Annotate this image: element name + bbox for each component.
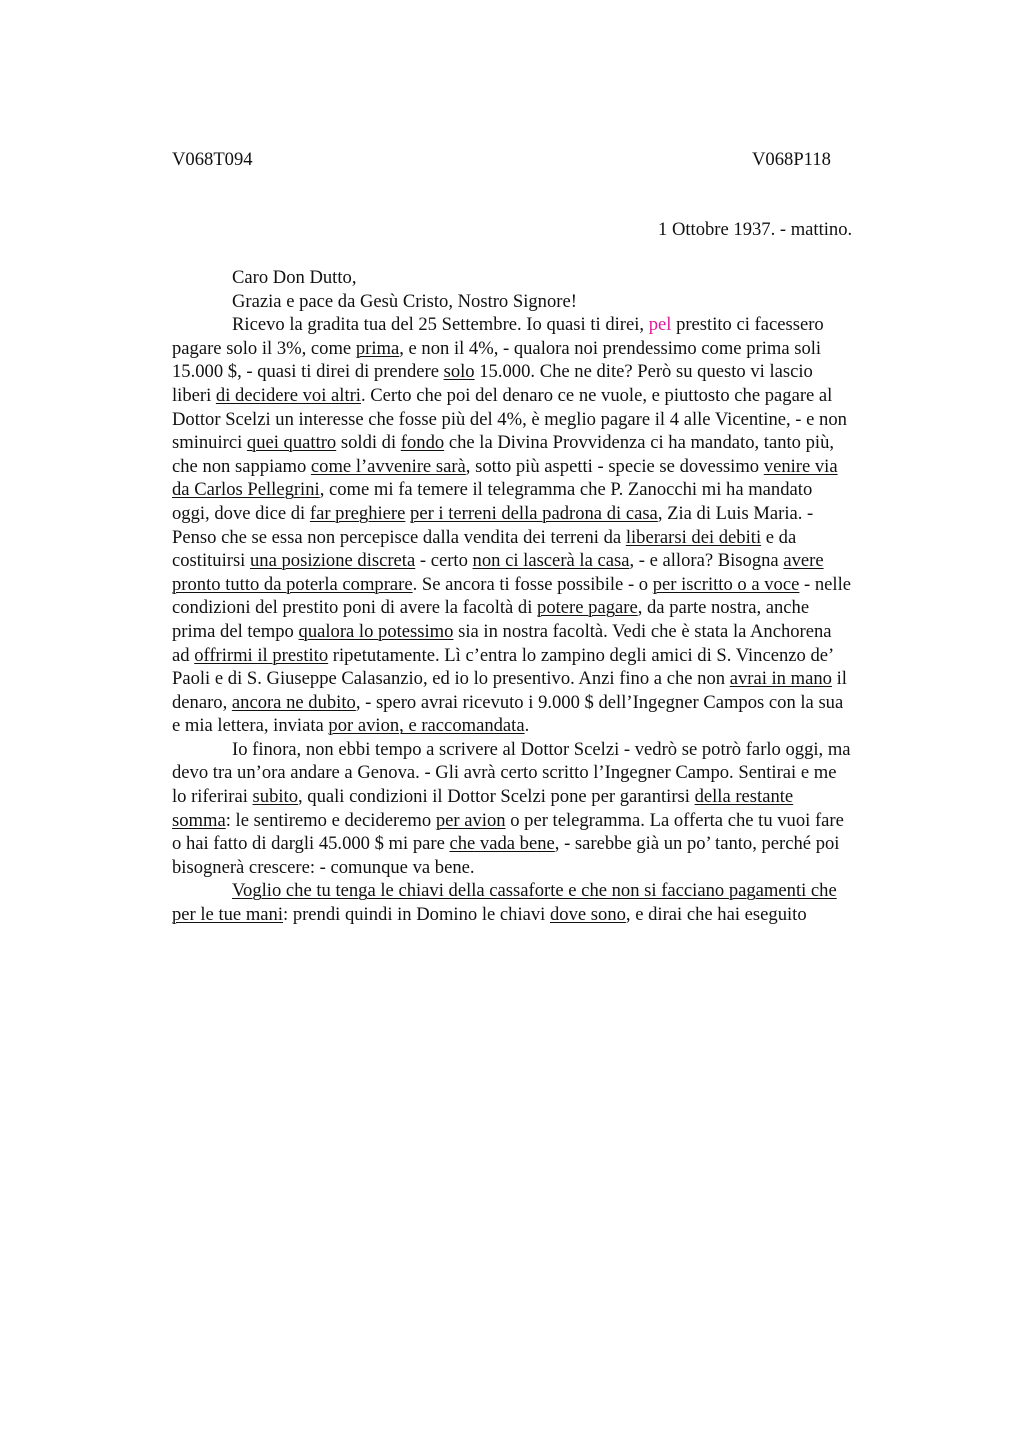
- letter-line: [172, 408, 927, 432]
- text-run: : le sentiremo e decideremo: [225, 809, 436, 831]
- underlined-text: dove sono: [550, 904, 626, 926]
- text-run: Dottor Scelzi un interesse che fosse più del 4%, è meglio pagare il 4 alle Vicentine, - e non: [172, 408, 847, 430]
- text-run: ripetutamente. Lì c’entra lo zampino degli amici di S. Vincenzo de’: [328, 644, 835, 666]
- letter-line: [172, 360, 927, 384]
- text-run: prestito ci facessero: [671, 314, 824, 336]
- underlined-text: Voglio che tu tenga le chiavi della cassaforte e che non si facciano pagamenti che: [232, 880, 837, 902]
- text-run: - certo: [415, 550, 473, 572]
- underlined-text: per le tue mani: [172, 904, 283, 926]
- underlined-text: ancora ne dubito: [231, 691, 356, 713]
- text-run: il: [831, 668, 847, 690]
- letter-line: [172, 384, 927, 408]
- underlined-text: liberarsi dei debiti: [625, 526, 762, 548]
- underlined-text: per i terreni della padrona di casa: [410, 502, 658, 524]
- letter-line: [172, 455, 927, 479]
- underlined-text: subito: [252, 786, 298, 808]
- highlighted-text: pel: [648, 314, 672, 336]
- letter-line: [172, 832, 927, 856]
- letter-line: [172, 738, 927, 762]
- underlined-text: che vada bene: [449, 833, 555, 855]
- underlined-text: da Carlos Pellegrini: [172, 479, 320, 501]
- text-run: , - e allora? Bisogna: [629, 550, 784, 572]
- letter-line: [172, 266, 927, 290]
- letter-line: [172, 856, 927, 880]
- text-run: : prendi quindi in Domino le chiavi: [283, 904, 550, 926]
- text-run: che la Divina Provvidenza ci ha mandato, tanto più,: [444, 432, 835, 454]
- text-run: , - spero avrai ricevuto i 9.000 $ dell’Ingegner Campos con la sua: [355, 691, 844, 713]
- text-run: e da: [761, 526, 797, 548]
- page-ref-code: V068P118: [752, 149, 831, 170]
- text-run: , sotto più aspetti - specie se dovessimo: [465, 455, 764, 477]
- letter-line: [172, 809, 927, 833]
- text-run: che non sappiamo: [172, 455, 311, 477]
- underlined-text: prima: [355, 337, 400, 359]
- text-run: devo tra un’ora andare a Genova. - Gli avrà certo scritto l’Ingegner Campo. Sentirai e me: [172, 762, 837, 784]
- text-run: , e non il 4%, - qualora noi prendessimo come prima soli: [399, 337, 822, 359]
- text-run: bisognerà crescere: - comunque va bene.: [172, 856, 475, 878]
- underlined-text: potere pagare: [537, 597, 638, 619]
- underlined-text: come l’avvenire sarà: [310, 455, 466, 477]
- text-run: . Certo che poi del denaro ce ne vuole, e piuttosto che pagare al: [360, 384, 833, 406]
- text-run: , da parte nostra, anche: [637, 597, 810, 619]
- letter-line: [172, 337, 927, 361]
- document-ref-code: V068T094: [172, 149, 253, 170]
- text-run: pagare solo il 3%, come: [172, 337, 356, 359]
- underlined-text: di decidere voi altri: [215, 384, 361, 406]
- underlined-text: per iscritto o a voce: [652, 573, 800, 595]
- letter-line: [172, 431, 927, 455]
- text-run: prima del tempo: [172, 620, 299, 642]
- underlined-text: avrai in mano: [729, 668, 832, 690]
- text-run: o hai fatto di dargli 45.000 $ mi pare: [172, 833, 450, 855]
- text-run: . Se ancora ti fosse possibile - o: [412, 573, 653, 595]
- text-run: Penso che se essa non percepisce dalla vendita dei terreni da: [172, 526, 626, 548]
- letter-date: 1 Ottobre 1937. - mattino.: [658, 219, 853, 240]
- text-run: Caro Don Dutto,: [232, 267, 357, 288]
- letter-line: [172, 761, 927, 785]
- text-run: condizioni del prestito poni di avere la facoltà di: [172, 597, 538, 619]
- letter-line: [172, 313, 927, 337]
- text-run: .: [524, 715, 530, 737]
- underlined-text: della restante: [694, 786, 794, 808]
- letter-line: [172, 785, 927, 809]
- letter-line: [172, 290, 927, 314]
- letter-line: [172, 573, 927, 597]
- text-run: lo riferirai: [172, 786, 253, 808]
- text-run: , Zia di Luis Maria. -: [657, 502, 814, 524]
- underlined-text: solo: [443, 361, 475, 383]
- text-run: , e dirai che hai eseguito: [625, 904, 807, 926]
- text-run: - nelle: [799, 573, 851, 595]
- underlined-text: offrirmi il prestito: [194, 644, 329, 666]
- text-run: e mia lettera, inviata: [172, 715, 329, 737]
- underlined-text: non ci lascerà la casa: [472, 550, 630, 572]
- text-run: soldi di: [336, 432, 401, 454]
- text-run: , - sarebbe già un po’ tanto, perché poi: [554, 833, 840, 855]
- underlined-text: qualora lo potessimo: [298, 620, 454, 642]
- underlined-text: fondo: [400, 432, 445, 454]
- text-run: , come mi fa temere il telegramma che P. Zanocchi mi ha mandato: [319, 479, 813, 501]
- underlined-text: quei quattro: [246, 432, 337, 454]
- text-run: denaro,: [172, 691, 232, 713]
- letter-line: [172, 714, 927, 738]
- letter-body: [172, 266, 927, 927]
- letter-line: [172, 502, 927, 526]
- text-run: Ricevo la gradita tua del 25 Settembre. Io quasi ti direi,: [232, 314, 649, 336]
- text-run: liberi: [172, 384, 216, 406]
- letter-line: [172, 478, 927, 502]
- text-run: o per telegramma. La offerta che tu vuoi fare: [505, 809, 844, 831]
- text-run: Paoli e di S. Giuseppe Calasanzio, ed io lo presentivo. Anzi fino a che non: [172, 668, 730, 690]
- text-run: sia in nostra facoltà. Vedi che è stata la Anchorena: [453, 620, 832, 642]
- underlined-text: avere: [783, 550, 824, 572]
- text-run: 15.000 $, - quasi ti direi di prendere: [172, 361, 444, 383]
- letter-line: [172, 620, 927, 644]
- underlined-text: una posizione discreta: [250, 550, 416, 572]
- text-run: Io finora, non ebbi tempo a scrivere al Dottor Scelzi - vedrò se potrò farlo oggi, ma: [232, 738, 851, 760]
- text-run: Grazia e pace da Gesù Cristo, Nostro Signore!: [232, 290, 577, 312]
- text-run: ad: [172, 644, 195, 666]
- text-run: sminuirci: [172, 432, 247, 454]
- text-run: oggi, dove dice di: [172, 502, 310, 524]
- letter-line: [172, 644, 927, 668]
- underlined-text: venire via: [763, 455, 838, 477]
- letter-line: [172, 596, 927, 620]
- letter-line: [172, 879, 927, 903]
- text-run: , quali condizioni il Dottor Scelzi pone per garantirsi: [298, 786, 695, 808]
- text-run: 15.000. Che ne dite? Però su questo vi lascio: [474, 361, 813, 383]
- underlined-text: por avion, e raccomandata: [328, 715, 525, 737]
- letter-line: [172, 526, 927, 550]
- underlined-text: per avion: [435, 809, 506, 831]
- letter-line: [172, 691, 927, 715]
- underlined-text: pronto tutto da poterla comprare: [172, 573, 413, 595]
- letter-line: [172, 903, 927, 927]
- text-run: costituirsi: [172, 550, 250, 572]
- letter-line: [172, 667, 927, 691]
- letter-line: [172, 549, 927, 573]
- underlined-text: far preghiere: [309, 502, 406, 524]
- underlined-text: somma: [172, 809, 226, 831]
